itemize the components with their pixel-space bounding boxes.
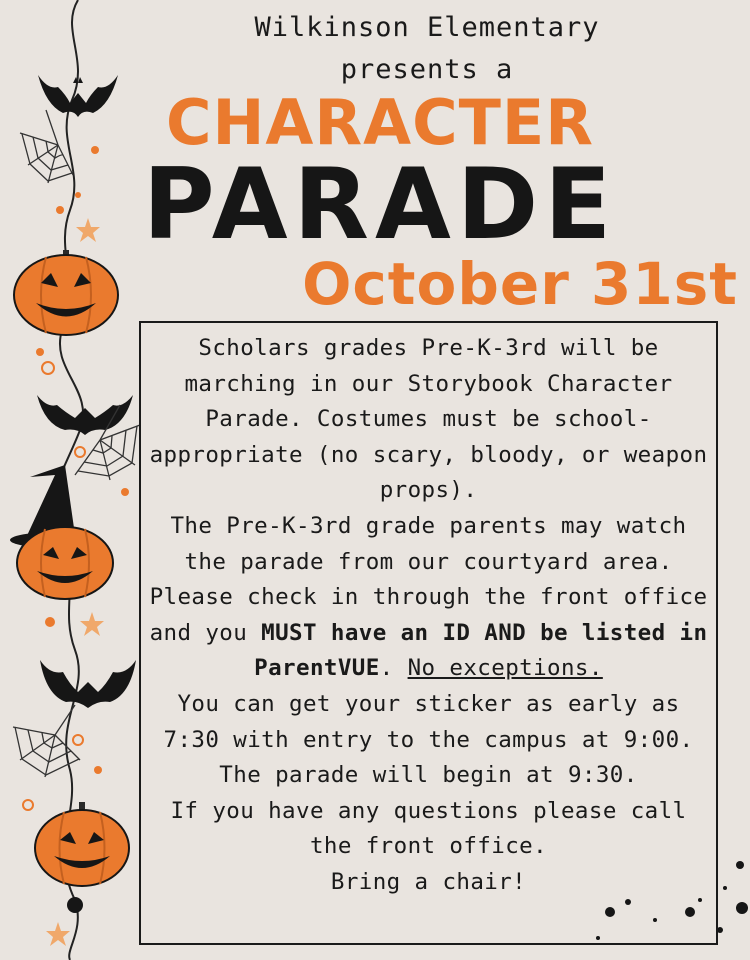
parents-text: The Pre-K-3rd grade parents may watch the parade from our courtyard area. Please check in through the front office and you xyxy=(149,512,708,646)
title-character: CHARACTER xyxy=(166,86,594,159)
paragraph-times: You can get your sticker as early as 7:30 with entry to the campus at 9:00. The parade will begin at 9:30. xyxy=(163,690,694,789)
presenter-heading: Wilkinson Elementary xyxy=(254,12,600,43)
bat-icon xyxy=(37,395,133,435)
paragraph-chair: Bring a chair! xyxy=(330,868,527,895)
event-date: October 31st xyxy=(302,250,738,318)
id-requirement: MUST have an ID AND be listed in ParentVUE xyxy=(254,619,708,682)
bat-icon xyxy=(40,660,136,708)
pumpkin-icon xyxy=(35,802,129,886)
presents-line: presents a xyxy=(340,54,514,85)
paragraph-parents xyxy=(147,509,710,687)
no-exceptions: No exceptions. xyxy=(407,655,603,682)
paragraph-questions: If you have any questions please call the front office. xyxy=(170,797,687,860)
pumpkin-icon xyxy=(17,527,113,599)
pumpkin-icon xyxy=(14,250,118,335)
paragraph-scholars: Scholars grades Pre-K-3rd will be marching in our Storybook Character Parade. Costumes must be school-appropriate (no scary, bloody, or weapon props). xyxy=(149,335,708,504)
info-box xyxy=(139,321,718,945)
spiderweb-icon xyxy=(20,110,73,183)
separator: . xyxy=(379,655,408,682)
star-icon xyxy=(80,612,104,636)
title-parade: PARADE xyxy=(142,148,618,262)
star-icon xyxy=(46,922,70,946)
star-icon xyxy=(76,218,100,242)
